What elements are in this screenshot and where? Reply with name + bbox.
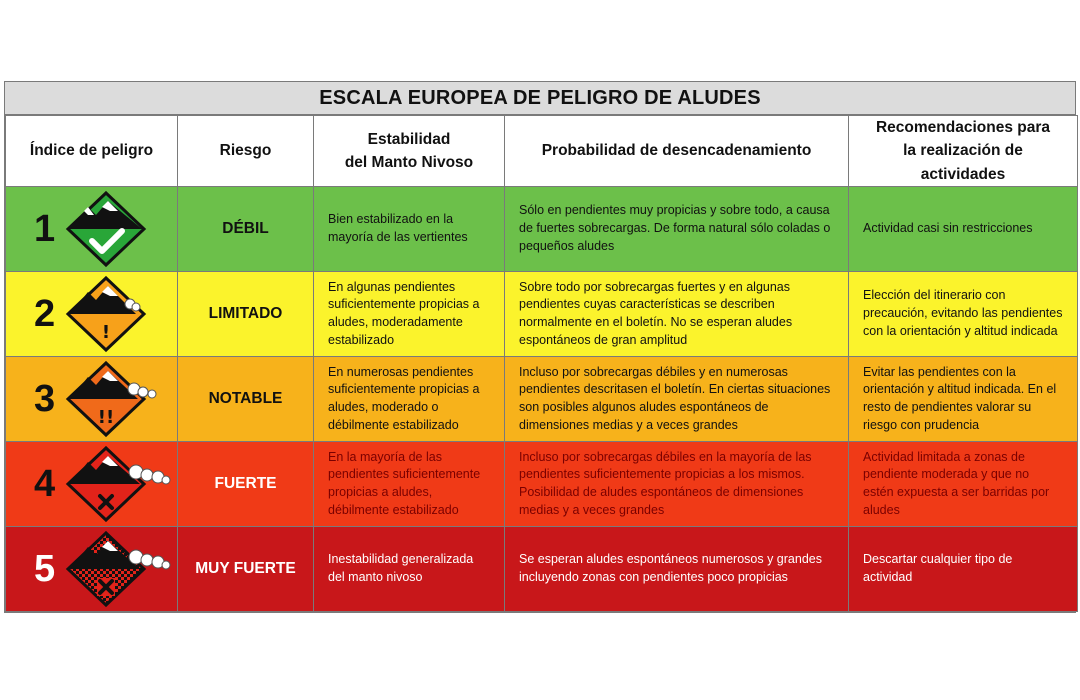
header-row — [6, 116, 1078, 187]
recommendation-text: Descartar cualquier tipo de actividad — [849, 527, 1078, 612]
danger-level-5-row — [6, 527, 1078, 612]
level-number: 3 — [34, 377, 56, 420]
stability-text: En algunas pendientes suficientemente propicias a aludes, moderadamente estabilizado — [314, 272, 505, 357]
stability-text: En numerosas pendientes suficientemente propicias a aludes, moderado o débilmente estabilizado — [314, 357, 505, 442]
probability-text: Incluso por sobrecargas débiles y en numerosas pendientes descritasen el boletín. En ciertas situaciones son posibles algunos aludes espontáneos de dimensiones medias y a veces grandes — [505, 357, 849, 442]
index-cell — [6, 527, 178, 612]
recommendation-text: Actividad limitada a zonas de pendiente moderada y que no estén expuesta a ser barridas por aludes — [849, 442, 1078, 527]
danger-level-1-row — [6, 187, 1078, 272]
header-probability: Probabilidad de desencadenamiento — [505, 116, 849, 187]
stability-text: Inestabilidad generalizada del manto nivoso — [314, 527, 505, 612]
index-cell — [6, 442, 178, 527]
avalanche-danger-scale — [4, 81, 1076, 613]
recommendation-text: Evitar las pendientes con la orientación y altitud indicada. En el resto de pendientes valorar su riesgo con prudencia — [849, 357, 1078, 442]
header-index: Índice de peligro — [6, 116, 178, 187]
risk-label: FUERTE — [178, 442, 314, 527]
scale-title: ESCALA EUROPEA DE PELIGRO DE ALUDES — [5, 82, 1075, 115]
header-risk: Riesgo — [178, 116, 314, 187]
level-number: 2 — [34, 292, 56, 335]
risk-label: MUY FUERTE — [178, 527, 314, 612]
level-number: 4 — [34, 462, 56, 505]
double-exclamation-icon — [64, 359, 164, 439]
level-number: 5 — [34, 547, 56, 590]
recommendation-text: Elección del itinerario con precaución, evitando las pendientes con la orientación y altitud indicada — [849, 272, 1078, 357]
header-recommendations: Recomendaciones para la realización de actividades — [849, 116, 1078, 187]
danger-level-3-row — [6, 357, 1078, 442]
risk-label: LIMITADO — [178, 272, 314, 357]
exclamation-icon-symbol: ! — [101, 322, 111, 343]
probability-text: Se esperan aludes espontáneos numerosos y grandes incluyendo zonas con pendientes poco propicias — [505, 527, 849, 612]
stability-text: Bien estabilizado en la mayoría de las vertientes — [314, 187, 505, 272]
index-cell — [6, 357, 178, 442]
danger-level-2-row — [6, 272, 1078, 357]
exclamation-icon — [64, 274, 148, 354]
check-icon — [64, 189, 148, 269]
probability-text: Sobre todo por sobrecargas fuertes y en algunas pendientes cuyas características se describen normalmente en el boletín. No se esperan aludes espontáneos de gran amplitud — [505, 272, 849, 357]
danger-table — [5, 115, 1078, 612]
stability-text: En la mayoría de las pendientes suficientemente propicias a aludes, débilmente estabilizado — [314, 442, 505, 527]
level-number: 1 — [34, 207, 56, 250]
risk-label: NOTABLE — [178, 357, 314, 442]
header-stability: Estabilidad del Manto Nivoso — [314, 116, 505, 187]
danger-level-4-row — [6, 442, 1078, 527]
double-exclamation-icon-symbol: !! — [97, 407, 115, 428]
index-cell — [6, 187, 178, 272]
risk-label: DÉBIL — [178, 187, 314, 272]
cross-icon — [64, 444, 174, 524]
probability-text: Incluso por sobrecargas débiles en la mayoría de las pendientes suficientemente propicias a los mismos. Posibilidad de aludes espontáneos de dimensiones medias y a veces grandes — [505, 442, 849, 527]
index-cell — [6, 272, 178, 357]
checkered-cross-icon — [64, 529, 174, 609]
recommendation-text: Actividad casi sin restricciones — [849, 187, 1078, 272]
probability-text: Sólo en pendientes muy propicias y sobre todo, a causa de fuertes sobrecargas. De forma natural sólo coladas o pequeños aludes — [505, 187, 849, 272]
